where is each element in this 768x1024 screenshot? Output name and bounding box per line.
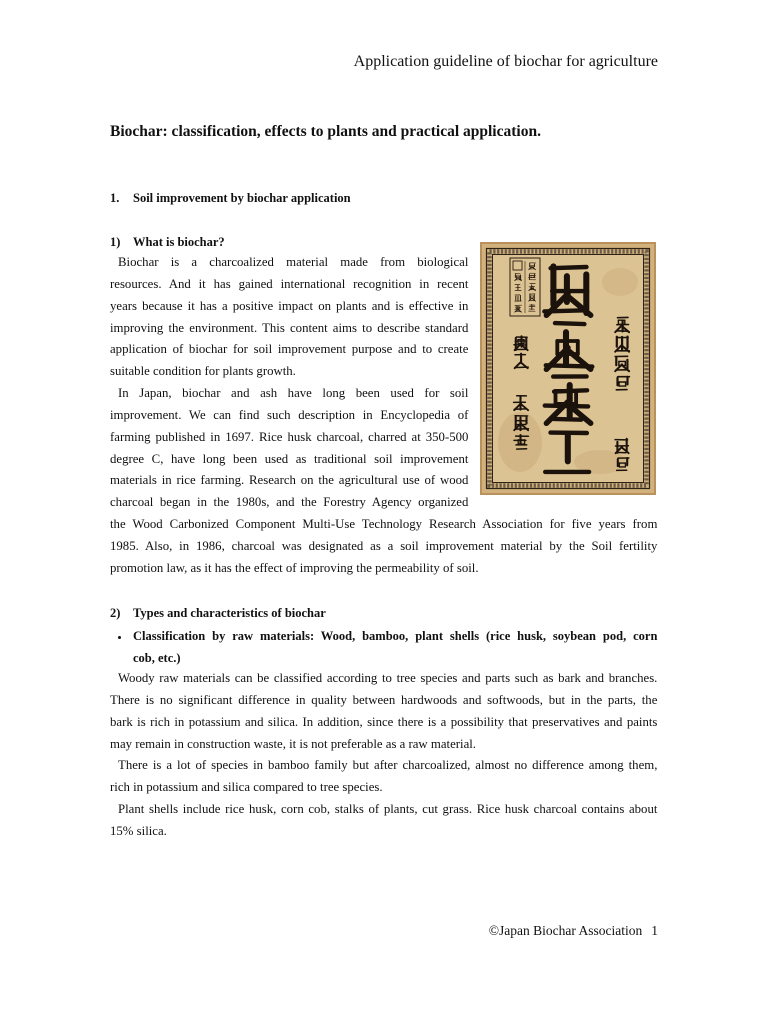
section-1-heading (110, 188, 351, 208)
glyph-stroke (553, 419, 581, 420)
paragraph (110, 755, 658, 799)
text-line: Biochar is a charcoalized material made from biological (118, 255, 469, 269)
glyph-stroke (555, 323, 584, 324)
cover-glyph (514, 416, 528, 430)
text-line: degree C, have long been used as traditional soil improvement (110, 451, 469, 466)
cover-glyph (615, 337, 629, 352)
bullet-text (133, 626, 658, 669)
bullet-line: cob, etc.) (133, 650, 181, 665)
text-line: There is a lot of species in bamboo family but after charcoalized, almost no difference among them, (118, 758, 658, 773)
text-line: suitable condition for plants growth. (110, 364, 296, 379)
text-line: Plant shells include rice husk, corn cob, stalks of plants, cut grass. Rice husk charcoal contains about (118, 802, 658, 817)
text-line: years because it has a positive impact on plants and is effective in (110, 298, 469, 313)
text-line: materials in rice farming. Research on the agricultural use of wood (110, 473, 469, 488)
bullet-marker (118, 636, 121, 639)
text-line: may remain in construction waste, it is not preferable as a raw material. (110, 736, 476, 751)
text-line: In Japan, biochar and ash have long been used for soil (118, 386, 469, 401)
subsection-number: 1) (110, 235, 121, 249)
text-line: 15% silica. (110, 823, 167, 838)
document-title: Biochar: classification, effects to plants and practical application. (110, 123, 541, 140)
text-line: promotion law, as it has the effect of improving the permeability of soil. (110, 560, 479, 575)
classification-bullet (110, 626, 658, 669)
page-footer (489, 921, 658, 941)
text-line: the Wood Carbonized Component Multi-Use Technology Research Association for five years from (110, 517, 658, 532)
text-line: resources. And it has gained international recognition in recent (110, 276, 469, 291)
text-line: farming published in 1697. Rice husk charcoal, charred at 350-500 (110, 429, 469, 444)
paragraph (110, 668, 658, 755)
book-cover-image (480, 242, 656, 495)
text-line: bark is rich in potassium and silica. In addition, since there is a possibility that preservatives and paints (110, 714, 658, 729)
types-body (110, 668, 658, 843)
subsection-2-heading (110, 603, 326, 623)
subsection-number: 2) (110, 606, 121, 620)
running-header: Application guideline of biochar for agriculture (353, 53, 658, 70)
section-number: 1. (110, 191, 120, 205)
copyright-text: ©Japan Biochar Association (488, 923, 643, 938)
text-line: Woody raw materials can be classified according to tree species and parts such as bark and branches. (118, 671, 658, 685)
text-line: charcoal began in the 1980s, and the Forestry Agency organized (110, 495, 469, 510)
text-line: application of biochar for soil improvement purpose and to create (110, 342, 469, 357)
section-title: Soil improvement by biochar application (133, 191, 351, 205)
subsection-1-heading (110, 232, 225, 252)
page-number: 1 (651, 923, 658, 938)
text-line: improving the environment. This content aims to describe standard (110, 320, 469, 335)
text-line: 1985. Also, in 1986, charcoal was designated as a soil improvement material by the Soil fertility (110, 538, 658, 553)
text-line: improvement. We can find such description in Encyclopedia of (110, 407, 469, 422)
subsection-title: What is biochar? (133, 235, 225, 249)
text-line: There is no significant difference in quality between hardwoods and softwoods, but in the parts, the (110, 692, 658, 707)
subsection-title: Types and characteristics of biochar (133, 606, 326, 620)
bullet-line: Classification by raw materials: Wood, bamboo, plant shells (rice husk, soybean pod, corn (133, 629, 658, 643)
label-box-glyph (515, 295, 522, 301)
paragraph (110, 799, 658, 843)
text-line: rich in potassium and silica compared to tree species. (110, 780, 383, 795)
cover-stain (602, 268, 638, 296)
book-cover-drawing (480, 242, 656, 495)
